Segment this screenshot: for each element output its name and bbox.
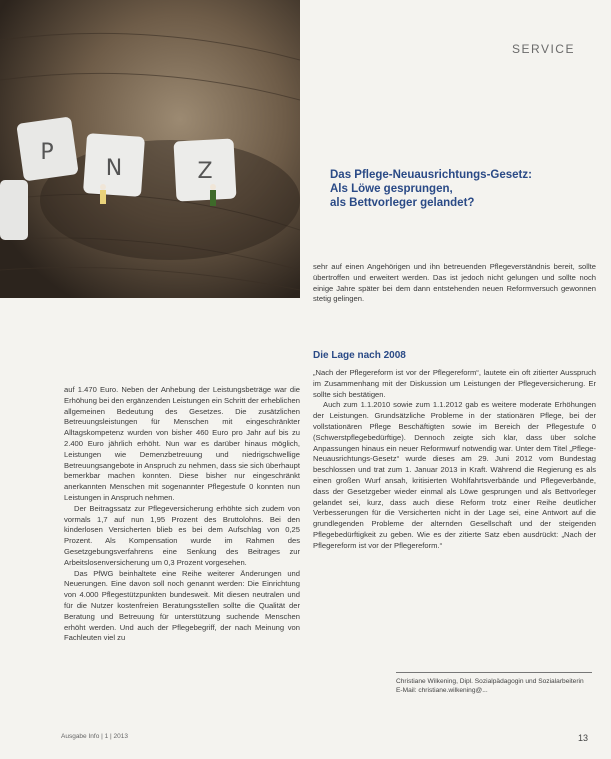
article-text-left (64, 385, 300, 644)
page-number: 13 (578, 733, 589, 743)
headline-line: Als Löwe gesprungen, (330, 183, 453, 195)
author-email[interactable]: E-Mail: christiane.wilkening@... (396, 687, 488, 694)
paragraph: „Nach der Pflegereform ist vor der Pflegereform“, lautete ein oft zitierter Ausspruch im Zusammenhang mit der Diskussion um Leistungen der Pflegeversicherung. Er sollte sich bestätigen. (313, 368, 596, 399)
article-text-right (313, 368, 596, 552)
paragraph: Der Beitragssatz zur Pflegeversicherung erhöhte sich zudem von vormals 1,7 auf nun 1,95 Prozent des Bruttolohns. Bei den kinderlosen Versicherten blieb es bei dem Aufschlag von 0,25 Prozent. Als Kompensation wurde im Rahmen des Gesetzgebungsverfahrens eine Senkung des Beitrages zur Arbeitslosenversicherung um 0,3 Prozent vorgesehen. (64, 503, 300, 567)
paragraph: Auch zum 1.1.2010 sowie zum 1.1.2012 gab es weitere moderate Erhöhungen der Leistungen. Grundsätzliche Probleme in der stationären Pflege, bei der vollstationären Pflege Beschäftigten sowie im Bereich der Pflegestufe 0 (Schwerstpflegebedürftige). Dennoch zeigte sich klar, dass über solche Anpassungen hinaus ein neuer Reformwurf notwendig war. Unter dem Titel „Pflege-Neuausrichtungs-Gesetz“ wurde dieses am 29. Juni 2012 vom Bundestag beschlossen und trat zum 1. Januar 2013 in Kraft. Während die Regierung es als einen großen Wurf ansah, kritisierten Wohlfahrtsverbände und Pflegeverbände, dass der Gesetzgeber wieder einmal als Löwe gesprungen und als Bettvorleger gelandet sei, kurz, dass auch diese Reform trotz einer Reihe deutlicher Verbesserungen für die Versicherten nicht in der Lage sei, eine Antwort auf die grundlegenden Probleme der alternden Gesellschaft und der steigenden Pflegebedürftigkeit zu geben. Wie es der zitierte Satz eben ausdrückt: „Nach der Pflegereform ist vor der Pflegereform.“ (313, 400, 596, 550)
key-letter: Z (197, 159, 213, 184)
photo-illustration (0, 0, 300, 298)
section-label: SERVICE (512, 42, 575, 56)
article-headline (330, 168, 580, 210)
key-letter: N (105, 156, 123, 181)
headline-line: Das Pflege-Neuausrichtungs-Gesetz: (330, 169, 532, 181)
footer-issue: Ausgabe Info | 1 | 2013 (61, 733, 128, 740)
headline-line: als Bettvorleger gelandet? (330, 197, 475, 209)
header-photo (0, 0, 300, 298)
key-letter: P (40, 140, 54, 165)
paragraph: auf 1.470 Euro. Neben der Anhebung der Leistungsbeträge war die Erhöhung bei den ergänzenden Leistungen ein Schritt der erheblichen allgemeinen Bedeutung des Gesetzes. Die zusätzlichen Betreuungsleistungen für Menschen mit eingeschränkter Alltagskompetenz wurden von bisher 460 Euro pro Jahr auf bis zu 2.400 Euro jährlich erhöht. Nun war es darüber hinaus möglich, Leistungen wie Demenzbetreuung und niedrigschwellige Betreuungsangebote in Anspruch zu nehmen, dass sie sich überhaupt bemerkbar machen konnten. Diese bisher nur eingeschränkt anerkannten Menschen mit sogenannter Pflegestufe 0 konnten nun Leistungen in Anspruch nehmen. (64, 385, 300, 502)
author-name: Christiane Wilkening, Dipl. Sozialpädagogin und Sozialarbeiterin (396, 678, 584, 685)
paragraph: Das PfWG beinhaltete eine Reihe weiterer Änderungen und Neuerungen. Eine davon soll noch genannt werden: Die Einrichtung von 4.000 Pflegestützpunkten bundesweit. Mit diesen neutralen und für die Nutzer kostenfreien Beratungsstellen sollte die Qualität der Beratung und Betreuung für unterstützung suchende Menschen erhöht werden. Und auch der Pflegebegriff, der nach Meinung von Fachleuten viel zu (64, 568, 300, 643)
caption-divider (396, 672, 592, 673)
section-heading: Die Lage nach 2008 (313, 350, 406, 361)
article-text-right-top (313, 262, 596, 305)
paragraph: sehr auf einen Angehörigen und ihn betreuenden Pflegeverständnis bereit, sollte übertroffen und erweitert werden. Das ist jedoch nicht gelungen und sollte noch einige Jahre später bei dem dann entstehenden neuen Reformversuch gewonnen stetig gelingen. (313, 262, 596, 304)
author-caption (396, 677, 596, 695)
